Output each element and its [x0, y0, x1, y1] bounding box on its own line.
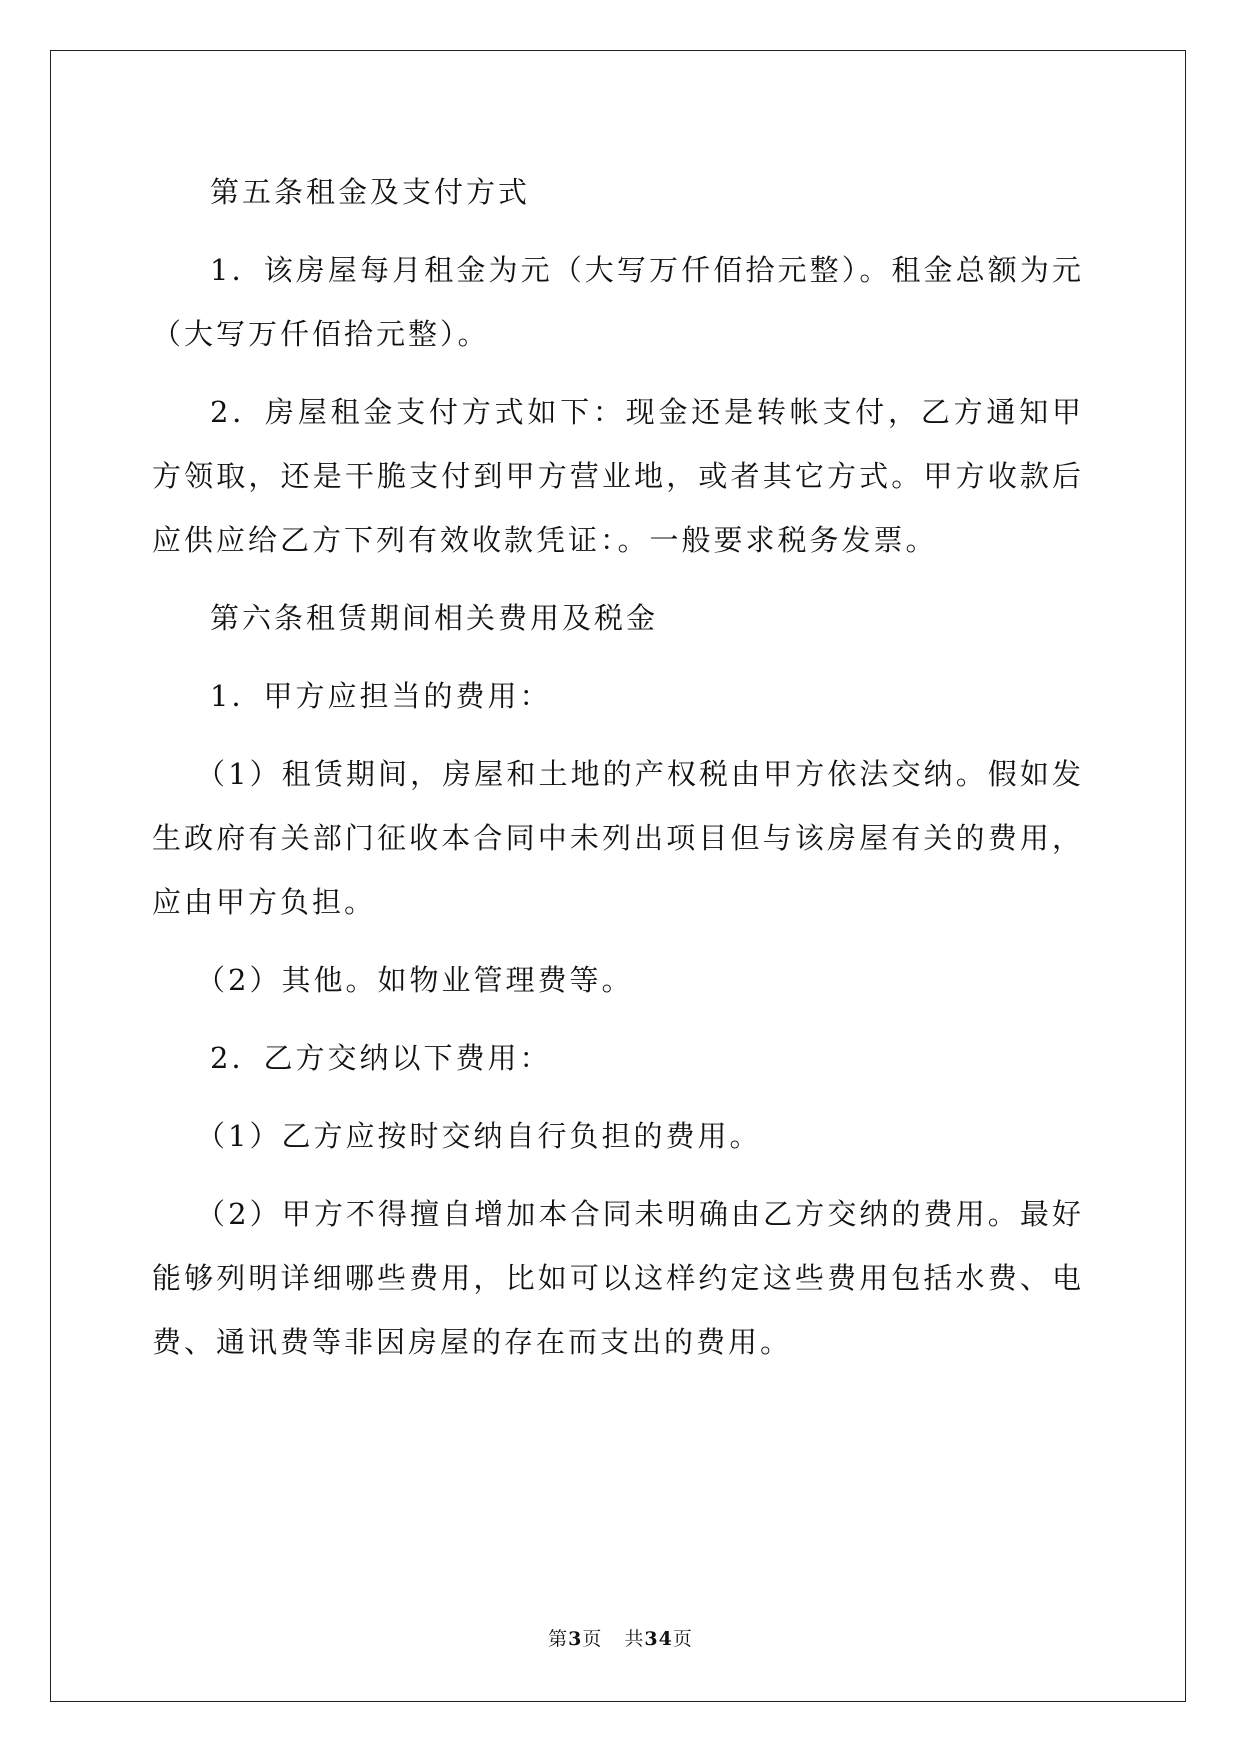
total-pages: 34	[644, 1628, 673, 1650]
page-number-suffix: 页	[582, 1628, 603, 1650]
paragraph-party-b-own-fees: （1）乙方应按时交纳自行负担的费用。	[196, 1119, 762, 1153]
paragraph-party-a-fees: 1．甲方应担当的费用：	[210, 679, 552, 713]
paragraph-property-tax: （1）租赁期间，房屋和土地的产权税由甲方依法交纳。假如发生政府有关部门征收本合同中未列出项目但与该房屋有关的费用，应由甲方负担。	[152, 757, 1084, 919]
article-5-heading: 第五条租金及支付方式	[210, 175, 531, 209]
total-pages-suffix: 页	[672, 1628, 693, 1650]
document-body	[152, 160, 1084, 1388]
page-number-prefix: 第	[548, 1628, 569, 1650]
paragraph-other-fees: （2）其他。如物业管理费等。	[196, 963, 634, 997]
paragraph-party-b-fees: 2．乙方交纳以下费用：	[210, 1041, 552, 1075]
paragraph-no-extra-fees: （2）甲方不得擅自增加本合同未明确由乙方交纳的费用。最好能够列明详细哪些费用，比如可以这样约定这些费用包括水费、电费、通讯费等非因房屋的存在而支出的费用。	[152, 1197, 1084, 1359]
page-number: 3	[568, 1628, 583, 1650]
article-6-heading: 第六条租赁期间相关费用及税金	[210, 601, 659, 635]
page-footer	[0, 1624, 1241, 1651]
total-pages-prefix: 共	[624, 1628, 645, 1650]
paragraph-payment-method: 2．房屋租金支付方式如下：现金还是转帐支付，乙方通知甲方领取，还是干脆支付到甲方营业地，或者其它方式。甲方收款后应供应给乙方下列有效收款凭证：。一般要求税务发票。	[152, 395, 1084, 557]
paragraph-rent-amount: 1．该房屋每月租金为元（大写万仟佰拾元整）。租金总额为元（大写万仟佰拾元整）。	[152, 253, 1084, 351]
